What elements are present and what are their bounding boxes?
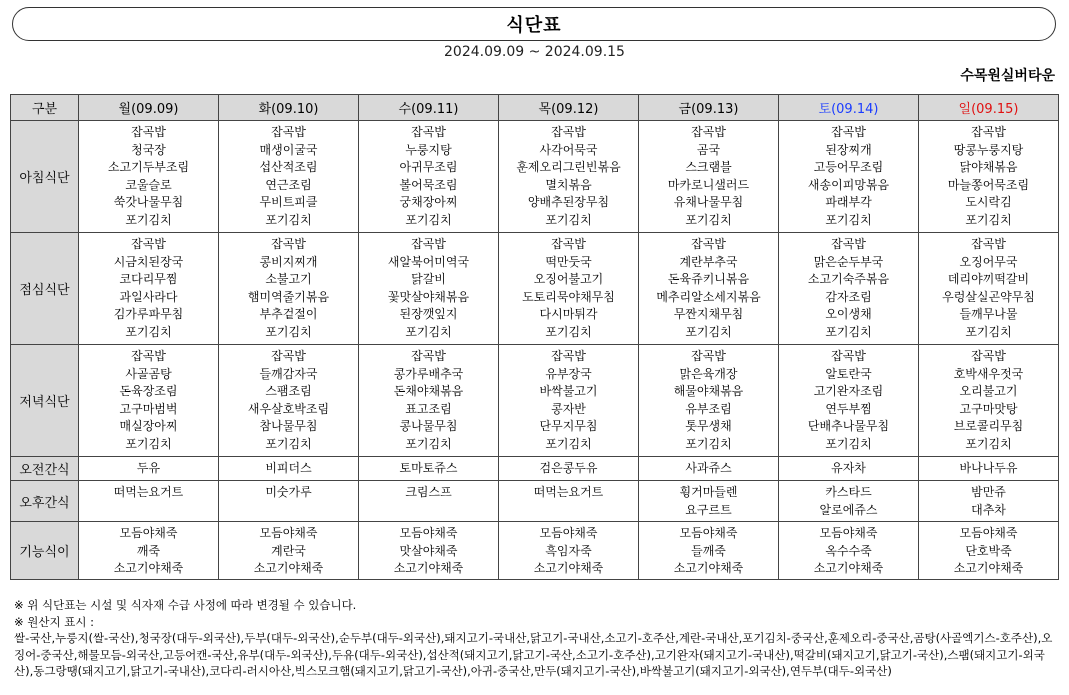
weekly-menu-table bbox=[10, 94, 1059, 580]
menu-cell-lunch-sat bbox=[779, 233, 919, 345]
table-row-lunch bbox=[11, 233, 1059, 345]
menu-item: 콩비지찌개 bbox=[259, 254, 318, 269]
origin-text: 쌀-국산,누룽지(쌀-국산),청국장(대두-외국산),두부(대두-외국산),순두부(대두-외국산),돼지고기-국내산,닭고기-국내산,소고기-호주산,계란-국내산,포기김치-중국산,훈제오리-중국산,곰탕(사골엑기스-호주산),오징어-중국산,해물모듬-외국산,고등어캔-국산,유부(대두-외국산),두유(대두-외국산),섭산적(돼지고기,닭고기-국산,소고기-호주산),고기완자(돼지고기-국내산),떡갈비(돼지고기,닭고기-국산),스팸(돼지고기-외국산),동그랑땡(돼지고기,닭고기-국내산),코다리-러시아산,빅스모크햄(돼지고기,닭고기-국산),아귀-중국산,만두(돼지고기-국산),바싹불고기(돼지고기-외국산),연두부(대두-외국산) bbox=[14, 631, 1053, 678]
menu-item: 도시락김 bbox=[965, 195, 1012, 209]
menu-item: 포기김치 bbox=[125, 436, 172, 451]
menu-cell-dinner-wed bbox=[359, 345, 499, 457]
menu-item: 소고기야채죽 bbox=[393, 561, 464, 575]
menu-item: 마늘쫑어묵조림 bbox=[947, 177, 1030, 192]
menu-item: 잡곡밥 bbox=[831, 349, 866, 363]
menu-item: 잡곡밥 bbox=[271, 125, 306, 139]
menu-cell-functional-diet-thu bbox=[499, 522, 639, 580]
row-label-breakfast: 아침식단 bbox=[11, 121, 79, 233]
menu-item: 포기김치 bbox=[685, 436, 732, 451]
menu-cell-lunch-sun bbox=[919, 233, 1059, 345]
menu-item: 우렁살실곤약무침 bbox=[942, 289, 1035, 304]
menu-item: 비피더스 bbox=[265, 460, 312, 475]
menu-item: 카스타드 bbox=[825, 485, 872, 499]
menu-item: 사각어묵국 bbox=[539, 142, 598, 157]
menu-item: 포기김치 bbox=[545, 436, 592, 451]
menu-item: 콩나물무침 bbox=[399, 419, 458, 433]
menu-item: 모듬야채죽 bbox=[399, 526, 458, 540]
menu-cell-morning-snack-thu bbox=[499, 457, 639, 481]
menu-item: 유채나물무침 bbox=[673, 195, 744, 209]
table-row-breakfast bbox=[11, 121, 1059, 233]
menu-item: 모듬야채죽 bbox=[539, 526, 598, 540]
menu-item: 소고기야채죽 bbox=[813, 561, 884, 575]
menu-item: 잡곡밥 bbox=[131, 237, 166, 251]
menu-item: 단배추나물무침 bbox=[807, 419, 890, 433]
menu-cell-functional-diet-mon bbox=[79, 522, 219, 580]
menu-item: 잡곡밥 bbox=[971, 125, 1006, 139]
table-row-morning-snack bbox=[11, 457, 1059, 481]
menu-item: 돈채야채볶음 bbox=[393, 384, 464, 398]
menu-item: 양배추된장무침 bbox=[527, 195, 610, 209]
menu-item: 잡곡밥 bbox=[411, 349, 446, 363]
menu-cell-breakfast-mon bbox=[79, 121, 219, 233]
menu-item: 김가루파무침 bbox=[113, 307, 184, 321]
menu-item: 소고기두부조림 bbox=[107, 160, 190, 174]
row-label-morning-snack: 오전간식 bbox=[11, 457, 79, 481]
menu-item: 잡곡밥 bbox=[131, 349, 166, 363]
menu-period: 2024.09.09 ~ 2024.09.15 bbox=[444, 44, 625, 60]
menu-item: 포기김치 bbox=[965, 436, 1012, 451]
day-header-thu: 목(09.12) bbox=[499, 95, 639, 121]
menu-item: 섭산적조림 bbox=[259, 160, 318, 174]
menu-cell-afternoon-snack-sun bbox=[919, 481, 1059, 522]
menu-item: 새우살호박조림 bbox=[247, 401, 330, 416]
menu-item: 고구마범벅 bbox=[119, 401, 178, 416]
day-header-sun: 일(09.15) bbox=[919, 95, 1059, 121]
menu-item: 떠먹는요거트 bbox=[533, 485, 604, 499]
menu-item: 포기김치 bbox=[265, 324, 312, 339]
menu-item: 계란부추국 bbox=[679, 254, 738, 269]
menu-item: 사과쥬스 bbox=[685, 460, 732, 475]
menu-cell-afternoon-snack-tue bbox=[219, 481, 359, 522]
menu-item: 모듬야채죽 bbox=[819, 526, 878, 540]
menu-item: 포기김치 bbox=[685, 212, 732, 227]
menu-item: 모듬야채죽 bbox=[119, 526, 178, 540]
menu-item: 잡곡밥 bbox=[551, 349, 586, 363]
facility-name: 수목원실버타운 bbox=[960, 68, 1055, 84]
menu-item: 고구마맛탕 bbox=[959, 401, 1018, 416]
menu-item: 포기김치 bbox=[265, 436, 312, 451]
menu-item: 포기김치 bbox=[405, 436, 452, 451]
menu-item: 포기김치 bbox=[545, 212, 592, 227]
menu-item: 잡곡밥 bbox=[691, 237, 726, 251]
menu-cell-afternoon-snack-thu bbox=[499, 481, 639, 522]
table-header-row bbox=[11, 95, 1059, 121]
menu-cell-morning-snack-tue bbox=[219, 457, 359, 481]
menu-item: 참나물무침 bbox=[259, 419, 318, 433]
menu-cell-breakfast-tue bbox=[219, 121, 359, 233]
menu-item: 잡곡밥 bbox=[411, 125, 446, 139]
menu-item: 잡곡밥 bbox=[551, 237, 586, 251]
menu-item: 포기김치 bbox=[125, 324, 172, 339]
table-row-afternoon-snack bbox=[11, 481, 1059, 522]
menu-item: 코다리무찜 bbox=[119, 272, 178, 286]
menu-item: 꽃맛살야채볶음 bbox=[387, 289, 470, 304]
menu-item: 잡곡밥 bbox=[971, 349, 1006, 363]
menu-item: 마카로니샐러드 bbox=[667, 177, 750, 192]
menu-cell-lunch-mon bbox=[79, 233, 219, 345]
menu-item: 다시마튀각 bbox=[539, 307, 598, 321]
menu-item: 소고기숙주볶음 bbox=[807, 272, 890, 286]
menu-cell-breakfast-fri bbox=[639, 121, 779, 233]
menu-item: 소고기야채죽 bbox=[113, 561, 184, 575]
menu-item: 연근조림 bbox=[265, 177, 312, 192]
menu-item: 잡곡밥 bbox=[411, 237, 446, 251]
menu-item: 포기김치 bbox=[825, 436, 872, 451]
menu-item: 볼어묵조림 bbox=[399, 177, 458, 192]
menu-cell-functional-diet-sun bbox=[919, 522, 1059, 580]
menu-item: 계란국 bbox=[271, 543, 306, 558]
menu-item: 검은콩두유 bbox=[539, 460, 598, 475]
menu-item: 들깨죽 bbox=[691, 543, 726, 558]
menu-item: 된장깻잎지 bbox=[399, 307, 458, 321]
menu-item: 톳무생채 bbox=[685, 419, 732, 433]
menu-item: 알토란국 bbox=[825, 366, 872, 381]
menu-item: 바나나두유 bbox=[959, 460, 1018, 475]
menu-item: 콩자반 bbox=[551, 401, 586, 416]
menu-item: 오리불고기 bbox=[959, 384, 1018, 398]
menu-cell-breakfast-sat bbox=[779, 121, 919, 233]
corner-header: 구분 bbox=[11, 95, 79, 121]
menu-item: 도토리묵야채무침 bbox=[522, 289, 615, 304]
menu-item: 잡곡밥 bbox=[271, 349, 306, 363]
menu-item: 잡곡밥 bbox=[691, 349, 726, 363]
table-row-functional-diet bbox=[11, 522, 1059, 580]
menu-item: 고등어무조림 bbox=[813, 160, 884, 174]
menu-cell-morning-snack-sun bbox=[919, 457, 1059, 481]
menu-cell-lunch-tue bbox=[219, 233, 359, 345]
menu-cell-dinner-sun bbox=[919, 345, 1059, 457]
menu-cell-dinner-mon bbox=[79, 345, 219, 457]
menu-item: 흑임자죽 bbox=[545, 543, 592, 558]
day-header-fri: 금(09.13) bbox=[639, 95, 779, 121]
menu-item: 요구르트 bbox=[685, 502, 732, 517]
menu-item: 잡곡밥 bbox=[831, 237, 866, 251]
menu-item: 토마토쥬스 bbox=[399, 460, 458, 475]
menu-item: 밤만쥬 bbox=[971, 485, 1006, 499]
menu-item: 감자조림 bbox=[825, 289, 872, 304]
row-label-afternoon-snack: 오후간식 bbox=[11, 481, 79, 522]
menu-item: 포기김치 bbox=[545, 324, 592, 339]
menu-item: 매실장아찌 bbox=[119, 419, 178, 433]
menu-item: 잡곡밥 bbox=[971, 237, 1006, 251]
menu-item: 해물야채볶음 bbox=[673, 384, 744, 398]
menu-cell-functional-diet-sat bbox=[779, 522, 919, 580]
menu-item: 떠먹는요거트 bbox=[113, 485, 184, 499]
menu-item: 소고기야채죽 bbox=[953, 561, 1024, 575]
menu-item: 사골곰탕 bbox=[125, 366, 172, 381]
menu-item: 크림스프 bbox=[405, 485, 452, 499]
menu-item: 맑은순두부국 bbox=[813, 254, 884, 269]
menu-item: 미숫가루 bbox=[265, 485, 312, 499]
menu-cell-morning-snack-fri bbox=[639, 457, 779, 481]
menu-item: 단호박죽 bbox=[965, 543, 1012, 558]
menu-cell-breakfast-thu bbox=[499, 121, 639, 233]
menu-item: 포기김치 bbox=[125, 212, 172, 227]
menu-cell-functional-diet-fri bbox=[639, 522, 779, 580]
menu-cell-dinner-sat bbox=[779, 345, 919, 457]
menu-item: 포기김치 bbox=[825, 212, 872, 227]
menu-cell-afternoon-snack-wed bbox=[359, 481, 499, 522]
menu-cell-morning-snack-wed bbox=[359, 457, 499, 481]
menu-item: 잡곡밥 bbox=[271, 237, 306, 251]
menu-item: 들깨무나물 bbox=[959, 307, 1018, 321]
menu-item: 닭야채볶음 bbox=[959, 160, 1018, 174]
menu-item: 소고기야채죽 bbox=[533, 561, 604, 575]
menu-item: 두유 bbox=[136, 460, 161, 475]
day-header-wed: 수(09.11) bbox=[359, 95, 499, 121]
menu-title-box bbox=[12, 7, 1056, 41]
menu-item: 대추차 bbox=[971, 502, 1006, 517]
menu-item: 포기김치 bbox=[965, 212, 1012, 227]
menu-item: 아귀무조림 bbox=[399, 160, 458, 174]
menu-item: 모듬야채죽 bbox=[679, 526, 738, 540]
menu-item: 된장찌개 bbox=[825, 142, 872, 157]
menu-item: 소고기야채죽 bbox=[253, 561, 324, 575]
menu-item: 오징어불고기 bbox=[533, 272, 604, 286]
menu-item: 포기김치 bbox=[405, 212, 452, 227]
menu-item: 포기김치 bbox=[965, 324, 1012, 339]
menu-item: 청국장 bbox=[131, 142, 166, 157]
menu-item: 유부조림 bbox=[685, 401, 732, 416]
menu-item: 스팸조림 bbox=[265, 384, 312, 398]
menu-item: 고기완자조림 bbox=[813, 384, 884, 398]
menu-item: 알로에쥬스 bbox=[819, 502, 878, 517]
day-header-tue: 화(09.10) bbox=[219, 95, 359, 121]
menu-item: 과일사라다 bbox=[119, 289, 178, 304]
menu-cell-morning-snack-mon bbox=[79, 457, 219, 481]
menu-item: 누룽지탕 bbox=[405, 142, 452, 157]
menu-cell-afternoon-snack-sat bbox=[779, 481, 919, 522]
menu-item: 들깨감자국 bbox=[259, 366, 318, 381]
menu-cell-dinner-thu bbox=[499, 345, 639, 457]
menu-item: 새알북어미역국 bbox=[387, 254, 470, 269]
menu-item: 잡곡밥 bbox=[551, 125, 586, 139]
menu-item: 오징어무국 bbox=[959, 254, 1018, 269]
menu-item: 유부장국 bbox=[545, 366, 592, 381]
page-title: 식단표 bbox=[506, 15, 562, 36]
menu-item: 돈육장조림 bbox=[119, 384, 178, 398]
menu-item: 무짠지채무침 bbox=[673, 307, 744, 321]
menu-item: 옥수수죽 bbox=[825, 543, 872, 558]
menu-item: 맛살야채죽 bbox=[399, 543, 458, 558]
notice-text: ※ 위 식단표는 시설 및 식자재 수급 사정에 따라 변경될 수 있습니다. bbox=[14, 598, 357, 612]
menu-item: 데리야끼떡갈비 bbox=[947, 272, 1030, 286]
menu-item: 파래부각 bbox=[825, 195, 872, 209]
menu-item: 쑥갓나물무침 bbox=[113, 195, 184, 209]
day-header-mon: 월(09.09) bbox=[79, 95, 219, 121]
notes-section bbox=[14, 597, 1054, 680]
menu-item: 포기김치 bbox=[265, 212, 312, 227]
table-row-dinner bbox=[11, 345, 1059, 457]
menu-item: 곰국 bbox=[696, 142, 721, 157]
menu-item: 멸치볶음 bbox=[545, 177, 592, 192]
menu-item: 매생이굴국 bbox=[259, 142, 318, 157]
menu-item: 포기김치 bbox=[685, 324, 732, 339]
menu-item: 떡만둣국 bbox=[545, 254, 592, 269]
menu-item: 잡곡밥 bbox=[691, 125, 726, 139]
day-header-sat: 토(09.14) bbox=[779, 95, 919, 121]
menu-cell-breakfast-sun bbox=[919, 121, 1059, 233]
menu-item: 잡곡밥 bbox=[131, 125, 166, 139]
menu-cell-dinner-tue bbox=[219, 345, 359, 457]
row-label-functional-diet: 기능식이 bbox=[11, 522, 79, 580]
menu-item: 잡곡밥 bbox=[831, 125, 866, 139]
menu-item: 소고기야채죽 bbox=[673, 561, 744, 575]
origin-label: ※ 원산지 표시 : bbox=[14, 614, 95, 629]
menu-item: 콩가루배추국 bbox=[393, 366, 464, 381]
menu-cell-functional-diet-wed bbox=[359, 522, 499, 580]
menu-item: 깨죽 bbox=[136, 543, 161, 558]
menu-cell-lunch-thu bbox=[499, 233, 639, 345]
menu-item: 휭거마들렌 bbox=[679, 485, 738, 499]
menu-item: 호박새우젓국 bbox=[953, 366, 1024, 381]
menu-item: 닭갈비 bbox=[411, 272, 446, 286]
menu-item: 모듬야채죽 bbox=[959, 526, 1018, 540]
menu-item: 무비트피클 bbox=[259, 195, 318, 209]
menu-cell-breakfast-wed bbox=[359, 121, 499, 233]
menu-item: 시금치된장국 bbox=[113, 254, 184, 269]
menu-item: 새송이피망볶음 bbox=[807, 177, 890, 192]
menu-item: 오이생채 bbox=[825, 307, 872, 321]
menu-item: 단무지무침 bbox=[539, 419, 598, 433]
menu-item: 유자차 bbox=[831, 460, 866, 475]
menu-item: 돈육쥬키니볶음 bbox=[667, 272, 750, 286]
menu-cell-functional-diet-tue bbox=[219, 522, 359, 580]
menu-item: 포기김치 bbox=[825, 324, 872, 339]
menu-item: 훈제오리그린빈볶음 bbox=[516, 160, 621, 174]
menu-item: 바싹불고기 bbox=[539, 384, 598, 398]
menu-item: 스크램블 bbox=[685, 160, 732, 174]
menu-cell-afternoon-snack-mon bbox=[79, 481, 219, 522]
menu-item: 포기김치 bbox=[405, 324, 452, 339]
row-label-dinner: 저녁식단 bbox=[11, 345, 79, 457]
menu-item: 코울슬로 bbox=[125, 177, 172, 192]
menu-item: 메추리알소세지볶음 bbox=[656, 289, 761, 304]
row-label-lunch: 점심식단 bbox=[11, 233, 79, 345]
menu-cell-lunch-fri bbox=[639, 233, 779, 345]
menu-item: 궁채장아찌 bbox=[399, 195, 458, 209]
menu-item: 소불고기 bbox=[265, 272, 312, 286]
menu-item: 브로콜리무침 bbox=[953, 419, 1024, 433]
menu-item: 땅콩누룽지탕 bbox=[953, 142, 1024, 157]
menu-cell-lunch-wed bbox=[359, 233, 499, 345]
menu-item: 모듬야채죽 bbox=[259, 526, 318, 540]
menu-cell-afternoon-snack-fri bbox=[639, 481, 779, 522]
menu-item: 연두부찜 bbox=[825, 401, 872, 416]
menu-cell-dinner-fri bbox=[639, 345, 779, 457]
menu-cell-morning-snack-sat bbox=[779, 457, 919, 481]
menu-item: 부추겉절이 bbox=[259, 307, 318, 321]
menu-item: 맑은육개장 bbox=[679, 366, 738, 381]
menu-item: 표고조림 bbox=[405, 401, 452, 416]
menu-item: 햄미역줄기볶음 bbox=[247, 289, 330, 304]
